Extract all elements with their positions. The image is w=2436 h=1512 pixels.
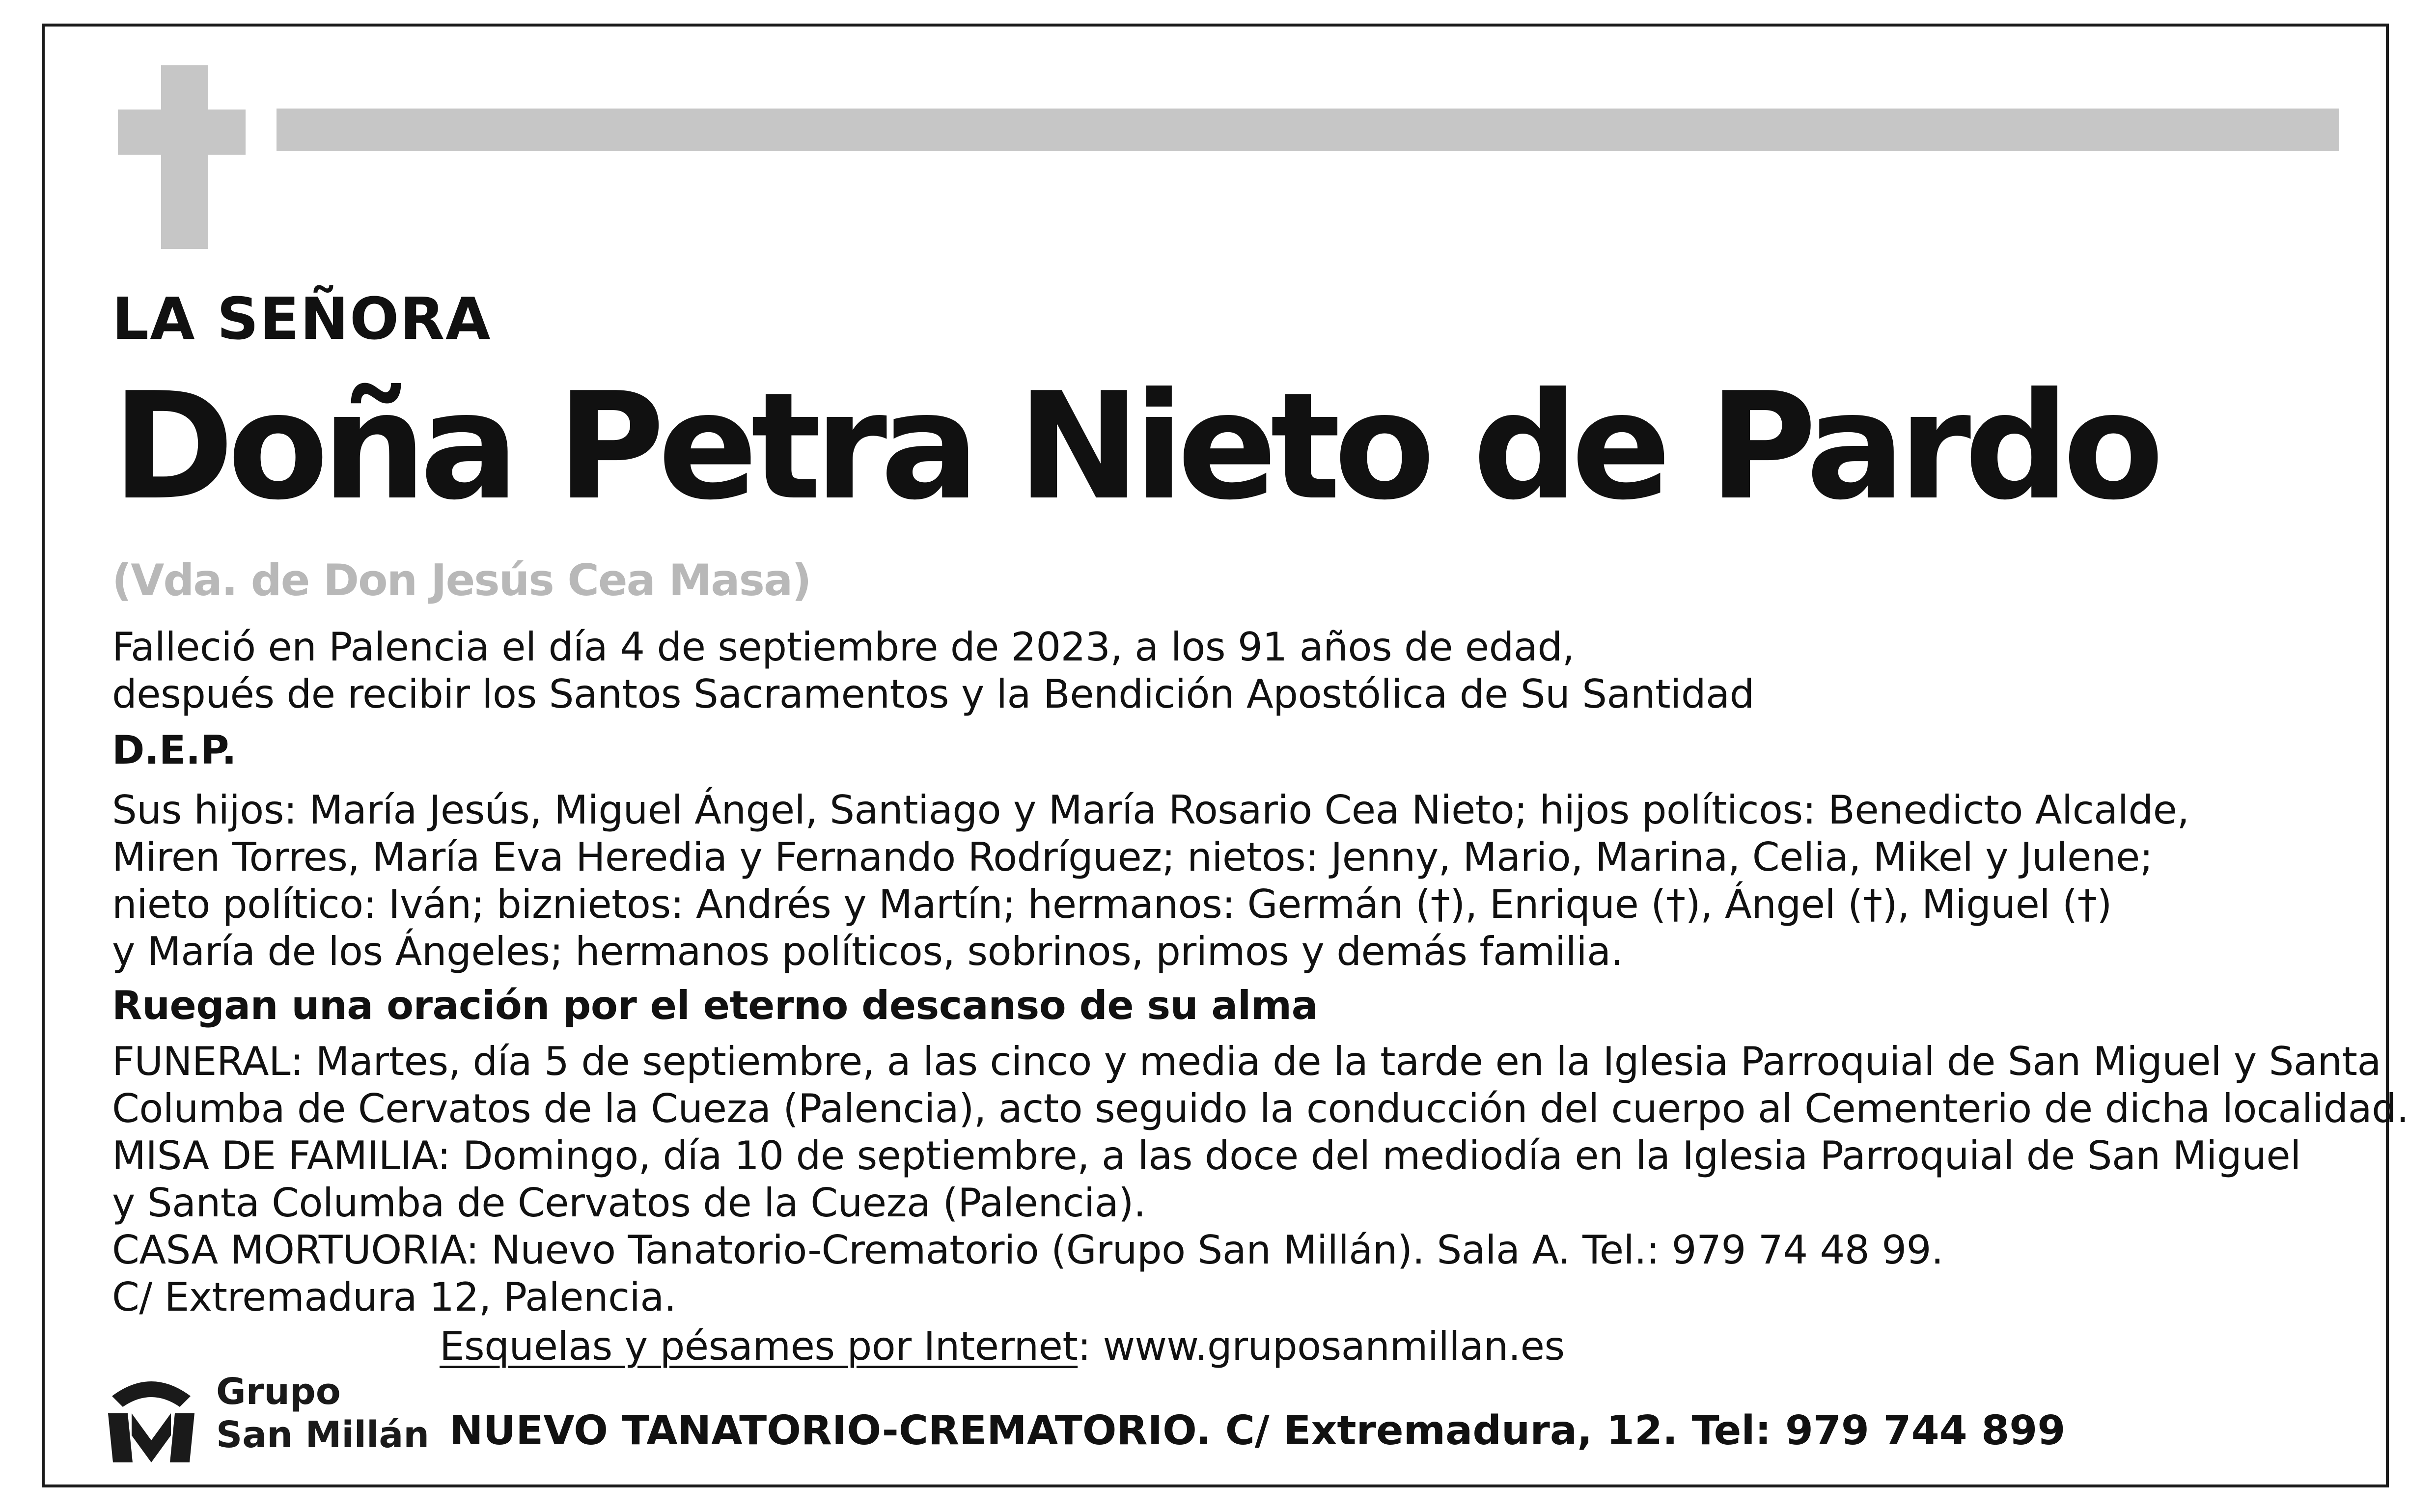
family-line: Sus hijos: María Jesús, Miguel Ángel, Santiago y María Rosario Cea Nieto; hijos políticos: Benedicto Alcalde, [112, 787, 2189, 833]
internet-label: Esquelas y pésames por Internet [440, 1323, 1078, 1369]
cross-icon-vertical [161, 65, 208, 249]
header-bar [277, 109, 2339, 151]
family-line: y María de los Ángeles; hermanos políticos, sobrinos, primos y demás familia. [112, 929, 1623, 974]
service-line: C/ Extremadura 12, Palencia. [112, 1274, 676, 1320]
service-line: FUNERAL: Martes, día 5 de septiembre, a las cinco y media de la tarde en la Iglesia Parroquial de San Miguel y Santa [112, 1039, 2381, 1084]
footer-address: NUEVO TANATORIO-CREMATORIO. C/ Extremadura, 12. Tel: 979 744 899 [449, 1407, 2066, 1454]
service-line: MISA DE FAMILIA: Domingo, día 10 de septiembre, a las doce del mediodía en la Iglesia Parroquial de San Miguel [112, 1133, 2301, 1179]
deceased-name: Doña Petra Nieto de Pardo [112, 361, 2158, 532]
dep-label: D.E.P. [112, 727, 237, 773]
widow-note: (Vda. de Don Jesús Cea Masa) [112, 555, 811, 605]
heading: LA SEÑORA [112, 285, 492, 353]
logo-line: San Millán [216, 1414, 430, 1456]
grupo-san-millan-logo-icon [97, 1362, 205, 1475]
website-link[interactable]: : www.gruposanmillan.es [1078, 1323, 1565, 1369]
death-line: después de recibir los Santos Sacramentos y la Bendición Apostólica de Su Santidad [112, 671, 1754, 717]
cross-icon-horizontal [118, 110, 246, 155]
logo-line: Grupo [216, 1371, 341, 1413]
internet-line [440, 1323, 1565, 1370]
family-line: Miren Torres, María Eva Heredia y Fernando Rodríguez; nietos: Jenny, Mario, Marina, Celia, Mikel y Julene; [112, 834, 2153, 880]
family-line: nieto político: Iván; biznietos: Andrés y Martín; hermanos: Germán (†), Enrique (†), Ángel (†), Miguel (†) [112, 881, 2112, 927]
service-line: Columba de Cervatos de la Cueza (Palencia), acto seguido la conducción del cuerpo al Cementerio de dicha localidad. [112, 1086, 2409, 1131]
prayer-line: Ruegan una oración por el eterno descanso de su alma [112, 983, 1318, 1028]
death-line: Falleció en Palencia el día 4 de septiembre de 2023, a los 91 años de edad, [112, 624, 1575, 670]
logo-text [216, 1370, 429, 1457]
service-line: y Santa Columba de Cervatos de la Cueza (Palencia). [112, 1180, 1146, 1226]
service-line: CASA MORTUORIA: Nuevo Tanatorio-Crematorio (Grupo San Millán). Sala A. Tel.: 979 74 48 99. [112, 1227, 1943, 1273]
